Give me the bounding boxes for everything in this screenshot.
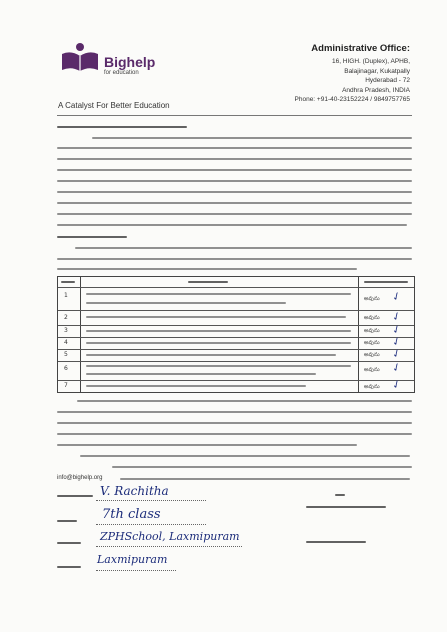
answer-cell: అవును [364, 384, 380, 390]
checkmark-icon: ✓ [389, 376, 404, 393]
checkmark-icon: ✓ [389, 333, 404, 350]
answer-cell: అవును [364, 367, 380, 373]
office-line: Andhra Pradesh, INDIA [342, 86, 410, 94]
office-line: Phone: +91-40-23152224 / 9849757765 [294, 96, 410, 103]
brand-subtitle: for education [104, 70, 139, 76]
row-number: 2 [64, 314, 68, 321]
office-line: Hyderabad - 72 [365, 77, 410, 84]
row-number: 7 [64, 382, 68, 389]
office-address [250, 43, 410, 105]
checkmark-icon: ✓ [389, 359, 404, 376]
questionnaire-table [57, 276, 415, 393]
bighelp-logo-icon [60, 40, 100, 72]
brand-name: Bighelp [104, 54, 156, 70]
row-number: 6 [64, 365, 68, 372]
row-number: 4 [64, 339, 68, 346]
checkmark-icon: ✓ [389, 308, 404, 325]
checkmark-icon: ✓ [389, 288, 404, 305]
office-line: Balajinagar, Kukatpally [344, 67, 410, 75]
answer-cell: అవును [364, 352, 380, 358]
header-divider [57, 115, 412, 116]
village-value: Laxmipuram [97, 553, 168, 566]
class-value: 7th class [102, 507, 161, 522]
row-number: 5 [64, 351, 68, 358]
checkmark-icon: ✓ [389, 321, 404, 338]
answer-cell: అవును [364, 315, 380, 321]
school-value: ZPHSchool, Laxmipuram [100, 530, 240, 543]
office-line: 16, HIGH. (Duplex), APHB, [331, 58, 410, 65]
checkmark-icon: ✓ [389, 345, 404, 362]
answer-cell: అవును [364, 296, 380, 302]
answer-cell: అవును [364, 328, 380, 334]
contact-email: info@bighelp.org [57, 475, 103, 481]
answer-cell: అవును [364, 340, 380, 346]
row-number: 3 [64, 327, 68, 334]
office-title: Administrative Office: [311, 43, 410, 54]
tagline: A Catalyst For Better Education [58, 101, 170, 110]
student-name-value: V. Rachitha [100, 484, 169, 498]
row-number: 1 [64, 292, 68, 299]
